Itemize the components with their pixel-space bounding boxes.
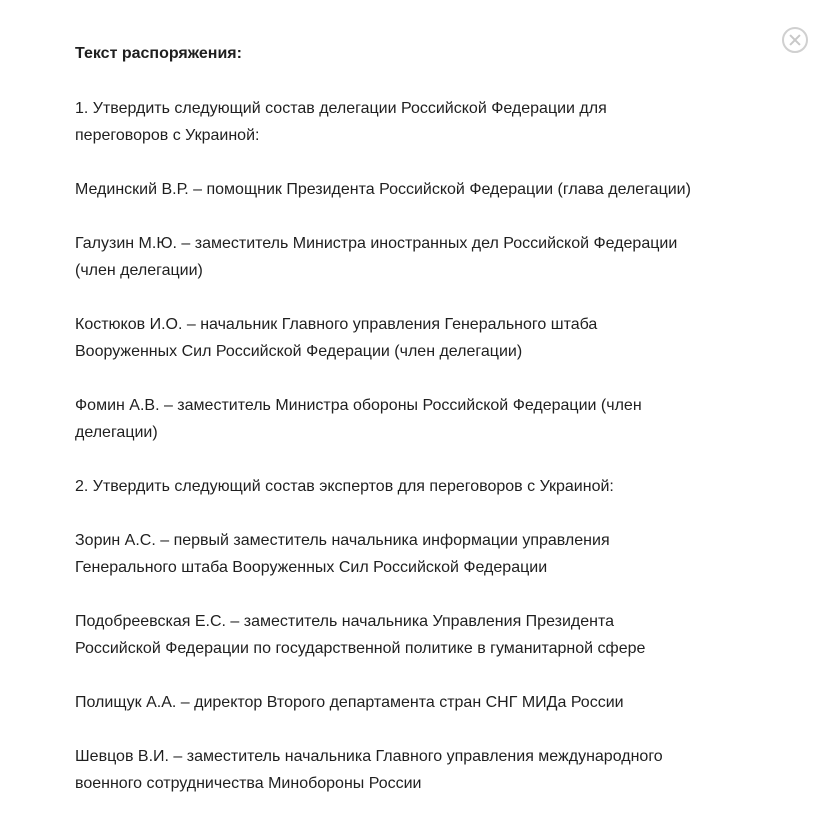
paragraph-item-3: Галузин М.Ю. – заместитель Министра иностранных дел Российской Федерации (член делегации) bbox=[75, 235, 678, 279]
paragraph-item-7: Зорин А.С. – первый заместитель начальника информации управления Генерального штаба Вооруженных Сил Российской Федерации bbox=[75, 532, 610, 576]
paragraph-item-10: Шевцов В.И. – заместитель начальника Главного управления международного военного сотрудничества Минобороны России bbox=[75, 748, 663, 792]
paragraph-item-5: Фомин А.В. – заместитель Министра обороны Российской Федерации (член делегации) bbox=[75, 397, 642, 441]
document-text bbox=[75, 40, 735, 824]
close-icon[interactable] bbox=[782, 27, 808, 53]
paragraph-item-2: Мединский В.Р. – помощник Президента Российской Федерации (глава делегации) bbox=[75, 181, 691, 198]
paragraph-item-6: 2. Утвердить следующий состав экспертов для переговоров с Украиной: bbox=[75, 478, 614, 495]
paragraph-item-8: Подобреевская Е.С. – заместитель начальника Управления Президента Российской Федерации по государственной политике в гуманитарной сфере bbox=[75, 613, 646, 657]
paragraph-item-9: Полищук А.А. – директор Второго департамента стран СНГ МИДа России bbox=[75, 694, 624, 711]
paragraph-item-4: Костюков И.О. – начальник Главного управления Генерального штаба Вооруженных Сил Российской Федерации (член делегации) bbox=[75, 316, 598, 360]
paragraph-item-1: 1. Утвердить следующий состав делегации Российской Федерации для переговоров с Украиной: bbox=[75, 100, 607, 144]
document-heading: Текст распоряжения: bbox=[75, 45, 242, 62]
